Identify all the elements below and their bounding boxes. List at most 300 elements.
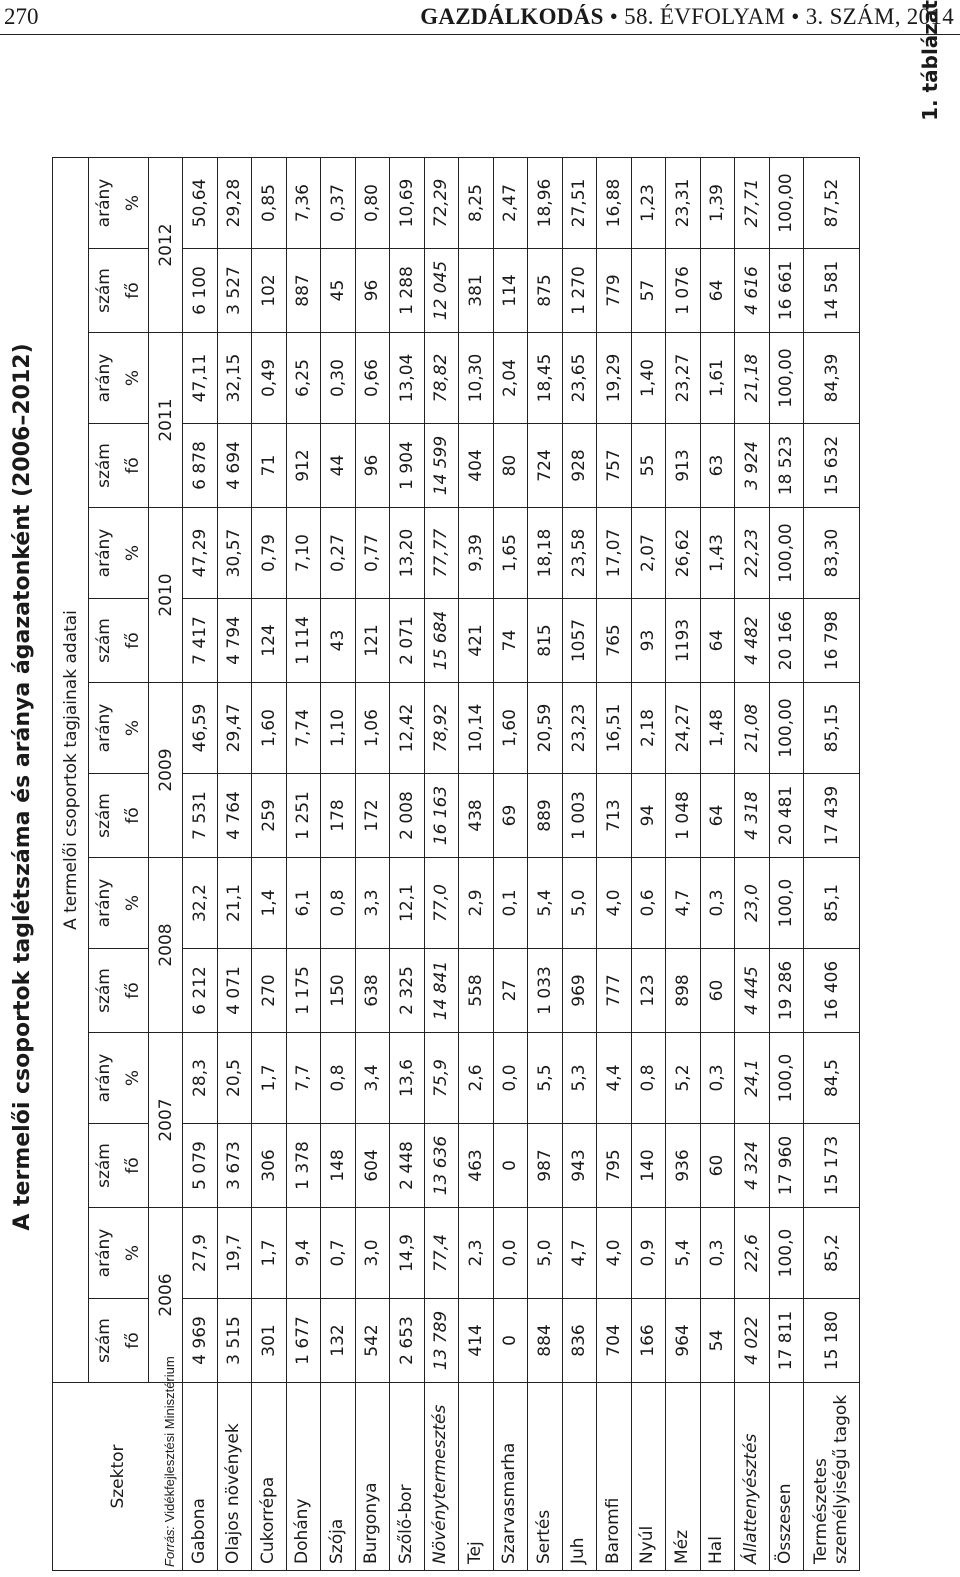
table-cell: 2 448 — [390, 1124, 425, 1208]
unit-fo: fő — [119, 774, 149, 858]
table-cell: 2,3 — [459, 1208, 494, 1299]
table-row — [252, 158, 287, 1571]
table-cell: 14 841 — [424, 949, 459, 1033]
table-cell: 0,7 — [321, 1208, 356, 1299]
table-cell: 12,1 — [390, 858, 425, 949]
table-cell: 704 — [597, 1299, 632, 1383]
table-cell: 884 — [528, 1299, 563, 1383]
unit-percent: % — [119, 333, 149, 424]
table-cell: 638 — [355, 949, 390, 1033]
table-cell: 55 — [631, 424, 666, 508]
table-cell: 928 — [562, 424, 597, 508]
table-cell: 71 — [252, 424, 287, 508]
table-cell: 100,00 — [769, 158, 804, 249]
table-cell: 54 — [700, 1299, 735, 1383]
table-cell: 0,0 — [493, 1033, 528, 1124]
row-label: Cukorrépa — [252, 1383, 287, 1571]
table-cell: 0,3 — [700, 858, 735, 949]
table-cell: 23,0 — [735, 858, 770, 949]
table-cell: 1,40 — [631, 333, 666, 424]
table-cell: 27 — [493, 949, 528, 1033]
table-cell: 100,0 — [769, 858, 804, 949]
table-cell: 94 — [631, 774, 666, 858]
table-cell: 10,30 — [459, 333, 494, 424]
table-label: 1. táblázat — [918, 0, 942, 121]
table-cell: 13 636 — [424, 1124, 459, 1208]
table-cell: 259 — [252, 774, 287, 858]
col-header-szam: szám — [89, 1124, 119, 1208]
table-cell: 123 — [631, 949, 666, 1033]
source-note — [162, 1356, 177, 1567]
table-cell: 1,39 — [700, 158, 735, 249]
table-cell: 3 527 — [217, 249, 252, 333]
unit-percent: % — [119, 683, 149, 774]
journal-name: GAZDÁLKODÁS — [420, 4, 604, 29]
col-header-arany: arány — [89, 333, 119, 424]
table-cell: 4 482 — [735, 599, 770, 683]
table-cell: 87,52 — [804, 158, 860, 249]
table-cell: 9,39 — [459, 508, 494, 599]
table-cell: 16,51 — [597, 683, 632, 774]
table-cell: 45 — [321, 249, 356, 333]
table-cell: 4,0 — [597, 858, 632, 949]
table-cell: 57 — [631, 249, 666, 333]
table-cell: 1,60 — [252, 683, 287, 774]
table-cell: 1 677 — [286, 1299, 321, 1383]
table-cell: 96 — [355, 249, 390, 333]
table-cell: 23,58 — [562, 508, 597, 599]
table-cell: 604 — [355, 1124, 390, 1208]
table-cell: 414 — [459, 1299, 494, 1383]
table-cell: 100,00 — [769, 683, 804, 774]
table-cell: 2,6 — [459, 1033, 494, 1124]
row-label: Tej — [459, 1383, 494, 1571]
table-cell: 912 — [286, 424, 321, 508]
table-cell: 815 — [528, 599, 563, 683]
table-cell: 1,7 — [252, 1033, 287, 1124]
table-cell: 3,0 — [355, 1208, 390, 1299]
year-header: 2012 — [149, 158, 183, 333]
row-label: Méz — [666, 1383, 701, 1571]
table-cell: 0,66 — [355, 333, 390, 424]
col-header-szam: szám — [89, 424, 119, 508]
table-cell: 27,71 — [735, 158, 770, 249]
table-cell: 17 439 — [804, 774, 860, 858]
row-label: Összesen — [769, 1383, 804, 1571]
journal-issue: 3. SZÁM, 2014 — [805, 4, 954, 29]
table-cell: 1,43 — [700, 508, 735, 599]
table-cell: 23,23 — [562, 683, 597, 774]
table-cell: 936 — [666, 1124, 701, 1208]
table-row — [424, 158, 459, 1571]
table-cell: 18,45 — [528, 333, 563, 424]
table-cell: 75,9 — [424, 1033, 459, 1124]
table-cell: 22,6 — [735, 1208, 770, 1299]
table-cell: 6 212 — [183, 949, 218, 1033]
table-cell: 7,36 — [286, 158, 321, 249]
unit-fo: fő — [119, 424, 149, 508]
col-header-szam: szám — [89, 949, 119, 1033]
table-cell: 0,37 — [321, 158, 356, 249]
header-row-kind — [89, 158, 119, 1571]
table-cell: 1193 — [666, 599, 701, 683]
table-cell: 795 — [597, 1124, 632, 1208]
table-cell: 17 960 — [769, 1124, 804, 1208]
table-row — [769, 158, 804, 1571]
table-row — [355, 158, 390, 1571]
table-cell: 4 969 — [183, 1299, 218, 1383]
table-cell: 1,4 — [252, 858, 287, 949]
table-cell: 32,2 — [183, 858, 218, 949]
table-cell: 4,7 — [666, 858, 701, 949]
table-row — [286, 158, 321, 1571]
unit-fo: fő — [119, 1124, 149, 1208]
table-cell: 724 — [528, 424, 563, 508]
table-cell: 26,62 — [666, 508, 701, 599]
table-cell: 6,25 — [286, 333, 321, 424]
table-cell: 1 251 — [286, 774, 321, 858]
table-cell: 7,7 — [286, 1033, 321, 1124]
col-header-arany: arány — [89, 1208, 119, 1299]
table-cell: 404 — [459, 424, 494, 508]
table-row — [804, 158, 860, 1571]
sector-header: Szektor — [53, 1383, 183, 1571]
table-cell: 77,0 — [424, 858, 459, 949]
table-cell: 0,3 — [700, 1033, 735, 1124]
table-cell: 2 653 — [390, 1299, 425, 1383]
table-cell: 29,47 — [217, 683, 252, 774]
table-cell: 0,27 — [321, 508, 356, 599]
unit-percent: % — [119, 508, 149, 599]
table-cell: 83,30 — [804, 508, 860, 599]
table-cell: 96 — [355, 424, 390, 508]
row-label: Sertés — [528, 1383, 563, 1571]
table-cell: 19 286 — [769, 949, 804, 1033]
table-cell: 1057 — [562, 599, 597, 683]
table-cell: 1 076 — [666, 249, 701, 333]
table-cell: 0,77 — [355, 508, 390, 599]
table-cell: 943 — [562, 1124, 597, 1208]
table-cell: 74 — [493, 599, 528, 683]
col-header-arany: arány — [89, 158, 119, 249]
table-cell: 100,00 — [769, 333, 804, 424]
table-cell: 0,0 — [493, 1208, 528, 1299]
table-cell: 2 325 — [390, 949, 425, 1033]
table-cell: 8,25 — [459, 158, 494, 249]
table-cell: 50,64 — [183, 158, 218, 249]
table-cell: 32,15 — [217, 333, 252, 424]
table-cell: 1,23 — [631, 158, 666, 249]
table-cell: 0,8 — [631, 1033, 666, 1124]
table-cell: 3 515 — [217, 1299, 252, 1383]
table-cell: 20,5 — [217, 1033, 252, 1124]
table-cell: 2,47 — [493, 158, 528, 249]
table-cell: 0,9 — [631, 1208, 666, 1299]
row-label: Nyúl — [631, 1383, 666, 1571]
year-header: 2006 — [149, 1208, 183, 1383]
table-cell: 77,4 — [424, 1208, 459, 1299]
page-number: 270 — [4, 4, 39, 29]
table-cell: 9,4 — [286, 1208, 321, 1299]
table-row — [493, 158, 528, 1571]
col-header-arany: arány — [89, 508, 119, 599]
table-cell: 10,14 — [459, 683, 494, 774]
table-cell: 84,5 — [804, 1033, 860, 1124]
table-row — [700, 158, 735, 1571]
table-cell: 964 — [666, 1299, 701, 1383]
table-cell: 2 008 — [390, 774, 425, 858]
table-cell: 2,07 — [631, 508, 666, 599]
table-row — [183, 158, 218, 1571]
table-cell: 16 163 — [424, 774, 459, 858]
row-label: Szarvasmarha — [493, 1383, 528, 1571]
table-cell: 1,60 — [493, 683, 528, 774]
table-cell: 4 694 — [217, 424, 252, 508]
table-cell: 43 — [321, 599, 356, 683]
table-cell: 3,4 — [355, 1033, 390, 1124]
table-cell: 12,42 — [390, 683, 425, 774]
table-row — [321, 158, 356, 1571]
table-cell: 132 — [321, 1299, 356, 1383]
table-cell: 15 180 — [804, 1299, 860, 1383]
table-cell: 4 022 — [735, 1299, 770, 1383]
table-cell: 1 114 — [286, 599, 321, 683]
table-cell: 2 071 — [390, 599, 425, 683]
table-cell: 4 071 — [217, 949, 252, 1033]
year-header: 2007 — [149, 1033, 183, 1208]
table-cell: 913 — [666, 424, 701, 508]
table-cell: 121 — [355, 599, 390, 683]
table-cell: 1,06 — [355, 683, 390, 774]
table-cell: 60 — [700, 1124, 735, 1208]
table-cell: 10,69 — [390, 158, 425, 249]
table-cell: 84,39 — [804, 333, 860, 424]
unit-fo: fő — [119, 249, 149, 333]
table-cell: 270 — [252, 949, 287, 1033]
table-cell: 4 318 — [735, 774, 770, 858]
table-cell: 4 794 — [217, 599, 252, 683]
table-cell: 78,92 — [424, 683, 459, 774]
table-cell: 438 — [459, 774, 494, 858]
table-cell: 15 632 — [804, 424, 860, 508]
table-cell: 5,2 — [666, 1033, 701, 1124]
table-row — [735, 158, 770, 1571]
table-cell: 13,20 — [390, 508, 425, 599]
table-cell: 1 003 — [562, 774, 597, 858]
table-cell: 18,96 — [528, 158, 563, 249]
table-cell: 0,85 — [252, 158, 287, 249]
row-label: Állattenyésztés — [735, 1383, 770, 1571]
unit-percent: % — [119, 858, 149, 949]
table-cell: 47,11 — [183, 333, 218, 424]
table-cell: 2,04 — [493, 333, 528, 424]
table-row — [217, 158, 252, 1571]
table-cell: 987 — [528, 1124, 563, 1208]
table-cell: 27,51 — [562, 158, 597, 249]
table-cell: 1,61 — [700, 333, 735, 424]
table-cell: 1 288 — [390, 249, 425, 333]
unit-fo: fő — [119, 1299, 149, 1383]
table-cell: 17 811 — [769, 1299, 804, 1383]
table-cell: 5 079 — [183, 1124, 218, 1208]
table-cell: 63 — [700, 424, 735, 508]
table-cell: 13 789 — [424, 1299, 459, 1383]
table-cell: 381 — [459, 249, 494, 333]
table-cell: 14,9 — [390, 1208, 425, 1299]
table-cell: 15 684 — [424, 599, 459, 683]
table-cell: 306 — [252, 1124, 287, 1208]
bullet: • — [609, 4, 619, 29]
table-cell: 5,0 — [528, 1208, 563, 1299]
table-cell: 178 — [321, 774, 356, 858]
table-cell: 21,08 — [735, 683, 770, 774]
header-row-group — [53, 158, 89, 1571]
row-label: Olajos növények — [217, 1383, 252, 1571]
table-cell: 1 175 — [286, 949, 321, 1033]
table-cell: 4 324 — [735, 1124, 770, 1208]
table-cell: 542 — [355, 1299, 390, 1383]
table-cell: 100,0 — [769, 1033, 804, 1124]
row-label: Baromfi — [597, 1383, 632, 1571]
table-cell: 16 798 — [804, 599, 860, 683]
table-cell: 166 — [631, 1299, 666, 1383]
table-cell: 23,65 — [562, 333, 597, 424]
unit-percent: % — [119, 158, 149, 249]
table-cell: 72,29 — [424, 158, 459, 249]
table-cell: 1,10 — [321, 683, 356, 774]
table-cell: 22,23 — [735, 508, 770, 599]
table-cell: 777 — [597, 949, 632, 1033]
year-header: 2008 — [149, 858, 183, 1033]
table-cell: 44 — [321, 424, 356, 508]
table-cell: 46,59 — [183, 683, 218, 774]
unit-fo: fő — [119, 599, 149, 683]
table-cell: 4,7 — [562, 1208, 597, 1299]
table-cell: 3,3 — [355, 858, 390, 949]
table-cell: 13,04 — [390, 333, 425, 424]
table-row — [562, 158, 597, 1571]
col-header-arany: arány — [89, 1033, 119, 1124]
row-label: Szója — [321, 1383, 356, 1571]
table-cell: 28,3 — [183, 1033, 218, 1124]
table-cell: 0,49 — [252, 333, 287, 424]
table-cell: 172 — [355, 774, 390, 858]
table-cell: 5,3 — [562, 1033, 597, 1124]
table-cell: 1 270 — [562, 249, 597, 333]
unit-fo: fő — [119, 949, 149, 1033]
table-cell: 29,28 — [217, 158, 252, 249]
table-cell: 100,0 — [769, 1208, 804, 1299]
table-cell: 20 481 — [769, 774, 804, 858]
table-cell: 2,9 — [459, 858, 494, 949]
table-cell: 23,27 — [666, 333, 701, 424]
source-text: Vidékfejlesztési Minisztérium — [162, 1356, 177, 1526]
table-cell: 13,6 — [390, 1033, 425, 1124]
table-cell: 24,1 — [735, 1033, 770, 1124]
table-cell: 765 — [597, 599, 632, 683]
table-cell: 114 — [493, 249, 528, 333]
table-cell: 1,7 — [252, 1208, 287, 1299]
table-cell: 887 — [286, 249, 321, 333]
table-cell: 0,30 — [321, 333, 356, 424]
table-cell: 5,5 — [528, 1033, 563, 1124]
table-cell: 836 — [562, 1299, 597, 1383]
table-cell: 0,3 — [700, 1208, 735, 1299]
table-cell: 27,9 — [183, 1208, 218, 1299]
table-cell: 12 045 — [424, 249, 459, 333]
table-cell: 4 445 — [735, 949, 770, 1033]
col-header-szam: szám — [89, 599, 119, 683]
table-cell: 18 523 — [769, 424, 804, 508]
source-prefix: Forrás: — [162, 1525, 177, 1567]
table-cell: 64 — [700, 774, 735, 858]
table-cell: 24,27 — [666, 683, 701, 774]
table-cell: 17,07 — [597, 508, 632, 599]
table-cell: 14 581 — [804, 249, 860, 333]
table-cell: 0,6 — [631, 858, 666, 949]
table-cell: 16 661 — [769, 249, 804, 333]
table-cell: 47,29 — [183, 508, 218, 599]
table-cell: 80 — [493, 424, 528, 508]
year-header: 2009 — [149, 683, 183, 858]
table-cell: 1 033 — [528, 949, 563, 1033]
table-cell: 779 — [597, 249, 632, 333]
table-cell: 4,4 — [597, 1033, 632, 1124]
table-row — [597, 158, 632, 1571]
table-cell: 4 764 — [217, 774, 252, 858]
table-cell: 4,0 — [597, 1208, 632, 1299]
table-cell: 69 — [493, 774, 528, 858]
table-cell: 19,7 — [217, 1208, 252, 1299]
table-cell: 3 673 — [217, 1124, 252, 1208]
row-label: Burgonya — [355, 1383, 390, 1571]
row-label: Hal — [700, 1383, 735, 1571]
year-header: 2011 — [149, 333, 183, 508]
table-cell: 757 — [597, 424, 632, 508]
row-label: Szőlő-bor — [390, 1383, 425, 1571]
table-cell: 1 378 — [286, 1124, 321, 1208]
header-row-unit — [119, 158, 149, 1571]
group-header: A termelői csoportok tagjainak adatai — [53, 158, 89, 1383]
table-row — [666, 158, 701, 1571]
table-cell: 969 — [562, 949, 597, 1033]
table-cell: 558 — [459, 949, 494, 1033]
table-cell: 0,79 — [252, 508, 287, 599]
bullet: • — [791, 4, 800, 29]
table-cell: 21,1 — [217, 858, 252, 949]
table-cell: 23,31 — [666, 158, 701, 249]
table-cell: 16,88 — [597, 158, 632, 249]
table-cell: 64 — [700, 249, 735, 333]
table-cell: 0,80 — [355, 158, 390, 249]
journal-volume: 58. ÉVFOLYAM — [624, 4, 786, 29]
table-cell: 7 531 — [183, 774, 218, 858]
table-cell: 30,57 — [217, 508, 252, 599]
table-row — [528, 158, 563, 1571]
unit-percent: % — [119, 1208, 149, 1299]
table-cell: 301 — [252, 1299, 287, 1383]
row-label: Gabona — [183, 1383, 218, 1571]
table-cell: 4 616 — [735, 249, 770, 333]
table-cell: 875 — [528, 249, 563, 333]
table-cell: 713 — [597, 774, 632, 858]
table-cell: 0 — [493, 1299, 528, 1383]
table-cell: 0 — [493, 1124, 528, 1208]
table-cell: 0,1 — [493, 858, 528, 949]
table-cell: 2,18 — [631, 683, 666, 774]
table-cell: 421 — [459, 599, 494, 683]
table-title: A termelői csoportok taglétszáma és aránya ágazatonként (2006–2012) — [10, 343, 35, 1231]
